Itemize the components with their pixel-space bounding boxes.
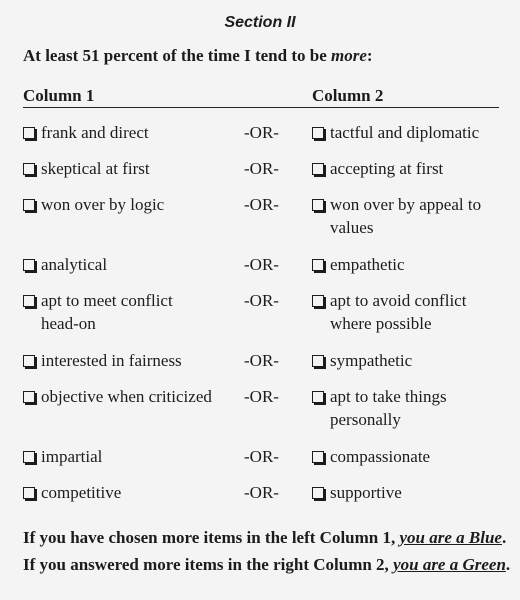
right-option[interactable] xyxy=(312,193,512,239)
left-option-label: won over by logic xyxy=(41,195,165,214)
left-option-label: interested in fairness xyxy=(41,351,182,370)
left-option-label: objective when criticized xyxy=(41,387,212,406)
prompt xyxy=(23,46,373,66)
left-option[interactable] xyxy=(23,445,238,468)
checkbox-icon[interactable] xyxy=(312,163,324,175)
result-line-2-period: . xyxy=(505,555,511,574)
prompt-text: At least 51 percent of the time I tend to be xyxy=(23,46,331,65)
checkbox-icon[interactable] xyxy=(312,259,324,271)
checkbox-icon[interactable] xyxy=(23,487,35,499)
checkbox-icon[interactable] xyxy=(312,451,324,463)
right-option-label: accepting at first xyxy=(330,159,444,178)
checkbox-icon[interactable] xyxy=(312,295,324,307)
or-separator: -OR- xyxy=(244,483,279,502)
left-option[interactable] xyxy=(23,253,238,276)
right-option-label: apt to avoid conflict where possible xyxy=(330,291,467,333)
result-green: you are a Green xyxy=(393,555,506,574)
left-option-label: analytical xyxy=(41,255,108,274)
left-option[interactable] xyxy=(23,157,238,180)
column-1-header: Column 1 xyxy=(23,86,95,105)
result-line-1-text: If you have chosen more items in the left Column 1, xyxy=(23,528,400,547)
left-option[interactable] xyxy=(23,289,193,335)
right-option[interactable] xyxy=(312,385,472,431)
left-option[interactable] xyxy=(23,481,238,504)
section-title: Section II xyxy=(224,14,296,31)
left-option[interactable] xyxy=(23,193,238,216)
or-separator: -OR- xyxy=(244,447,279,466)
result-line-1-period: . xyxy=(501,528,507,547)
left-option-label: skeptical at first xyxy=(41,159,150,178)
or-separator: -OR- xyxy=(244,291,279,310)
result-line-1 xyxy=(23,528,506,548)
checkbox-icon[interactable] xyxy=(312,391,324,403)
left-option-label: apt to meet conflict head-on xyxy=(41,291,173,333)
left-option-label: frank and direct xyxy=(41,123,149,142)
or-separator: -OR- xyxy=(244,159,279,178)
right-option[interactable] xyxy=(312,253,512,276)
or-separator: -OR- xyxy=(244,255,279,274)
or-separator: -OR- xyxy=(244,387,279,406)
or-separator: -OR- xyxy=(244,195,279,214)
checkbox-icon[interactable] xyxy=(312,355,324,367)
checkbox-icon[interactable] xyxy=(23,259,35,271)
checkbox-icon[interactable] xyxy=(23,451,35,463)
right-option-label: tactful and diplomatic xyxy=(330,123,480,142)
or-separator: -OR- xyxy=(244,123,279,142)
right-option[interactable] xyxy=(312,481,512,504)
result-blue: you are a Blue xyxy=(399,528,502,547)
checkbox-icon[interactable] xyxy=(23,127,35,139)
checkbox-icon[interactable] xyxy=(312,127,324,139)
checkbox-icon[interactable] xyxy=(23,199,35,211)
right-option-label: compassionate xyxy=(330,447,431,466)
left-option-label: competitive xyxy=(41,483,122,502)
right-option[interactable] xyxy=(312,445,512,468)
result-line-2 xyxy=(23,555,510,575)
prompt-emphasis: more xyxy=(330,46,367,65)
checkbox-icon[interactable] xyxy=(312,487,324,499)
left-option[interactable] xyxy=(23,349,238,372)
column-2-header: Column 2 xyxy=(312,86,384,105)
checkbox-icon[interactable] xyxy=(23,355,35,367)
right-option[interactable] xyxy=(312,289,487,335)
result-line-2-text: If you answered more items in the right Column 2, xyxy=(23,555,394,574)
right-option[interactable] xyxy=(312,349,512,372)
left-option[interactable] xyxy=(23,385,238,408)
checkbox-icon[interactable] xyxy=(23,295,35,307)
right-option-label: sympathetic xyxy=(330,351,413,370)
right-option-label: won over by appeal to values xyxy=(330,195,482,237)
prompt-colon: : xyxy=(366,46,373,65)
left-option[interactable] xyxy=(23,121,238,144)
checkbox-icon[interactable] xyxy=(23,391,35,403)
right-option-label: supportive xyxy=(330,483,402,502)
checkbox-icon[interactable] xyxy=(312,199,324,211)
right-option[interactable] xyxy=(312,157,512,180)
right-option[interactable] xyxy=(312,121,512,144)
right-option-label: empathetic xyxy=(330,255,405,274)
checkbox-icon[interactable] xyxy=(23,163,35,175)
right-option-label: apt to take things personally xyxy=(330,387,447,429)
left-option-label: impartial xyxy=(41,447,103,466)
or-separator: -OR- xyxy=(244,351,279,370)
header-divider xyxy=(23,107,499,108)
